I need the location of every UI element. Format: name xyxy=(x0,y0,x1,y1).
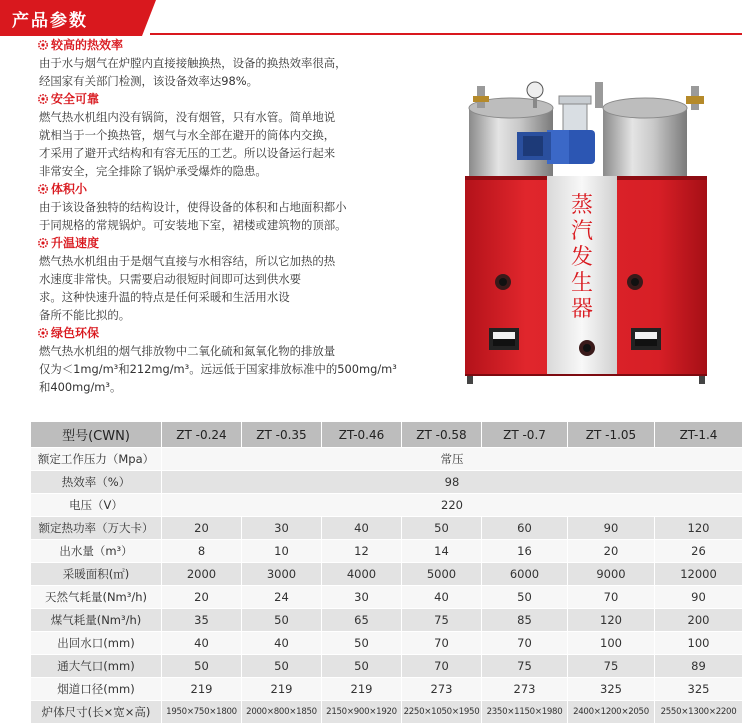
table-cell: 325 xyxy=(568,678,655,701)
table-cell: 常压 xyxy=(162,448,742,471)
table-cell: 200 xyxy=(655,609,742,632)
feature-text: 由于水与烟气在炉膛内直接接触换热，设备的换热效率很高， xyxy=(34,54,434,72)
table-row xyxy=(31,632,742,655)
table-cell: 2400×1200×2050 xyxy=(568,701,655,724)
gear-bullet-icon xyxy=(38,94,48,104)
table-cell: 50 xyxy=(162,655,242,678)
table-row xyxy=(31,701,742,724)
section-title: 产品参数 xyxy=(12,6,88,31)
table-cell: 219 xyxy=(242,678,322,701)
column-header: ZT -0.35 xyxy=(242,422,322,448)
feature-safety xyxy=(34,90,434,180)
table-cell: 50 xyxy=(242,655,322,678)
table-row xyxy=(31,448,742,471)
feature-text: 备所不能比拟的。 xyxy=(34,306,434,324)
product-label-char: 发 xyxy=(571,245,593,270)
gear-bullet-icon xyxy=(38,328,48,338)
table-cell: 2000×800×1850 xyxy=(242,701,322,724)
table-cell: 2150×900×1920 xyxy=(322,701,402,724)
row-label: 出回水口(mm) xyxy=(31,632,162,655)
feature-title: 体积小 xyxy=(51,182,87,196)
table-row xyxy=(31,586,742,609)
row-label: 通大气口(mm) xyxy=(31,655,162,678)
table-cell: 220 xyxy=(162,494,742,517)
table-cell: 219 xyxy=(162,678,242,701)
table-cell: 50 xyxy=(322,655,402,678)
table-row xyxy=(31,678,742,701)
table-cell: 89 xyxy=(655,655,742,678)
section-header xyxy=(0,0,742,36)
table-cell: 2250×1050×1950 xyxy=(402,701,482,724)
row-label: 额定工作压力（Mpa） xyxy=(31,448,162,471)
table-row xyxy=(31,655,742,678)
row-label: 电压（V） xyxy=(31,494,162,517)
feature-text: 求。这种快速升温的特点是任何采暖和生活用水设 xyxy=(34,288,434,306)
table-cell: 2350×1150×1980 xyxy=(482,701,568,724)
table-cell: 16 xyxy=(482,540,568,563)
row-label: 天然气耗量(Nm³/h) xyxy=(31,586,162,609)
feature-text: 燃气热水机组的烟气排放物中二氧化硫和氮氧化物的排放量 xyxy=(34,342,434,360)
table-cell: 75 xyxy=(402,609,482,632)
table-cell: 20 xyxy=(162,517,242,540)
table-cell: 100 xyxy=(568,632,655,655)
table-cell: 30 xyxy=(322,586,402,609)
table-cell: 30 xyxy=(242,517,322,540)
column-header: ZT -1.05 xyxy=(568,422,655,448)
column-header: ZT -0.58 xyxy=(402,422,482,448)
table-cell: 70 xyxy=(568,586,655,609)
feature-text: 才采用了避开式结构和有容无压的工艺。所以设备运行起来 xyxy=(34,144,434,162)
table-row xyxy=(31,494,742,517)
table-cell: 50 xyxy=(482,586,568,609)
table-cell: 100 xyxy=(655,632,742,655)
feature-text: 由于该设备独特的结构设计，使得设备的体积和占地面积都小 xyxy=(34,198,434,216)
table-row xyxy=(31,517,742,540)
row-label: 热效率（%） xyxy=(31,471,162,494)
table-cell: 40 xyxy=(322,517,402,540)
row-label: 炉体尺寸(长×宽×高) xyxy=(31,701,162,724)
table-cell: 20 xyxy=(162,586,242,609)
feature-text: 水速度非常快。只需要启动很短时间即可达到供水要 xyxy=(34,270,434,288)
table-cell: 219 xyxy=(322,678,402,701)
table-cell: 325 xyxy=(655,678,742,701)
table-row xyxy=(31,609,742,632)
feature-compact xyxy=(34,180,434,234)
column-header: ZT-1.4 xyxy=(655,422,742,448)
table-cell: 40 xyxy=(242,632,322,655)
table-cell: 4000 xyxy=(322,563,402,586)
table-row xyxy=(31,540,742,563)
feature-title: 绿色环保 xyxy=(51,326,99,340)
gear-bullet-icon xyxy=(38,238,48,248)
table-cell: 65 xyxy=(322,609,402,632)
table-cell: 50 xyxy=(322,632,402,655)
table-cell: 98 xyxy=(162,471,742,494)
feature-text: 仅为＜1mg/m³和212mg/m³。远远低于国家排放标准中的500mg/m³ xyxy=(34,360,434,378)
table-cell: 10 xyxy=(242,540,322,563)
table-cell: 1950×750×1800 xyxy=(162,701,242,724)
feature-text: 燃气热水机组由于是烟气直接与水相容结，所以它加热的热 xyxy=(34,252,434,270)
table-row xyxy=(31,563,742,586)
product-label-char: 蒸 xyxy=(571,193,593,218)
table-cell: 120 xyxy=(568,609,655,632)
table-cell: 273 xyxy=(402,678,482,701)
row-label: 煤气耗量(Nm³/h) xyxy=(31,609,162,632)
product-label-char: 生 xyxy=(571,271,593,296)
table-cell: 3000 xyxy=(242,563,322,586)
table-cell: 273 xyxy=(482,678,568,701)
column-header: ZT -0.24 xyxy=(162,422,242,448)
row-label: 采暖面积(㎡) xyxy=(31,563,162,586)
table-cell: 90 xyxy=(655,586,742,609)
table-cell: 90 xyxy=(568,517,655,540)
table-cell: 14 xyxy=(402,540,482,563)
feature-text: 非常安全，完全排除了锅炉承受爆炸的隐患。 xyxy=(34,162,434,180)
table-cell: 8 xyxy=(162,540,242,563)
feature-title: 升温速度 xyxy=(51,236,99,250)
header-bar-tail xyxy=(142,0,156,36)
feature-heating-speed xyxy=(34,234,434,324)
table-cell: 50 xyxy=(402,517,482,540)
table-cell: 6000 xyxy=(482,563,568,586)
feature-text: 就相当于一个换热管，烟气与水全部在避开的筒体内交换， xyxy=(34,126,434,144)
column-header: ZT -0.7 xyxy=(482,422,568,448)
table-header-row xyxy=(31,422,742,448)
column-header: 型号(CWN) xyxy=(31,422,162,448)
table-cell: 24 xyxy=(242,586,322,609)
feature-text: 燃气热水机组内没有锅筒，没有烟管，只有水管。简单地说 xyxy=(34,108,434,126)
feature-text: 和400mg/m³。 xyxy=(34,378,434,396)
table-cell: 70 xyxy=(482,632,568,655)
feature-text: 于同规格的常规锅炉。可安装地下室，裙楼或建筑物的顶部。 xyxy=(34,216,434,234)
product-label-char: 汽 xyxy=(571,219,593,244)
table-cell: 26 xyxy=(655,540,742,563)
table-cell: 40 xyxy=(162,632,242,655)
steam-generator-image xyxy=(455,60,740,390)
table-cell: 20 xyxy=(568,540,655,563)
feature-eco xyxy=(34,324,434,396)
table-cell: 75 xyxy=(568,655,655,678)
feature-efficiency xyxy=(34,36,434,90)
table-cell: 40 xyxy=(402,586,482,609)
table-cell: 50 xyxy=(242,609,322,632)
table-row xyxy=(31,471,742,494)
table-cell: 75 xyxy=(482,655,568,678)
table-cell: 9000 xyxy=(568,563,655,586)
row-label: 额定热功率（万大卡） xyxy=(31,517,162,540)
table-cell: 12000 xyxy=(655,563,742,586)
table-cell: 70 xyxy=(402,655,482,678)
table-cell: 2550×1300×2200 xyxy=(655,701,742,724)
header-divider xyxy=(150,33,742,35)
table-cell: 60 xyxy=(482,517,568,540)
table-cell: 5000 xyxy=(402,563,482,586)
table-cell: 70 xyxy=(402,632,482,655)
table-cell: 35 xyxy=(162,609,242,632)
table-cell: 85 xyxy=(482,609,568,632)
table-cell: 120 xyxy=(655,517,742,540)
table-cell: 12 xyxy=(322,540,402,563)
row-label: 出水量（m³） xyxy=(31,540,162,563)
gear-bullet-icon xyxy=(38,40,48,50)
spec-table xyxy=(30,421,742,724)
table-cell: 2000 xyxy=(162,563,242,586)
feature-list xyxy=(34,36,434,396)
feature-title: 安全可靠 xyxy=(51,92,99,106)
feature-title: 较高的热效率 xyxy=(51,38,123,52)
product-label-char: 器 xyxy=(571,297,593,322)
row-label: 烟道口径(mm) xyxy=(31,678,162,701)
column-header: ZT-0.46 xyxy=(322,422,402,448)
gear-bullet-icon xyxy=(38,184,48,194)
feature-text: 经国家有关部门检测，该设备效率达98%。 xyxy=(34,72,434,90)
